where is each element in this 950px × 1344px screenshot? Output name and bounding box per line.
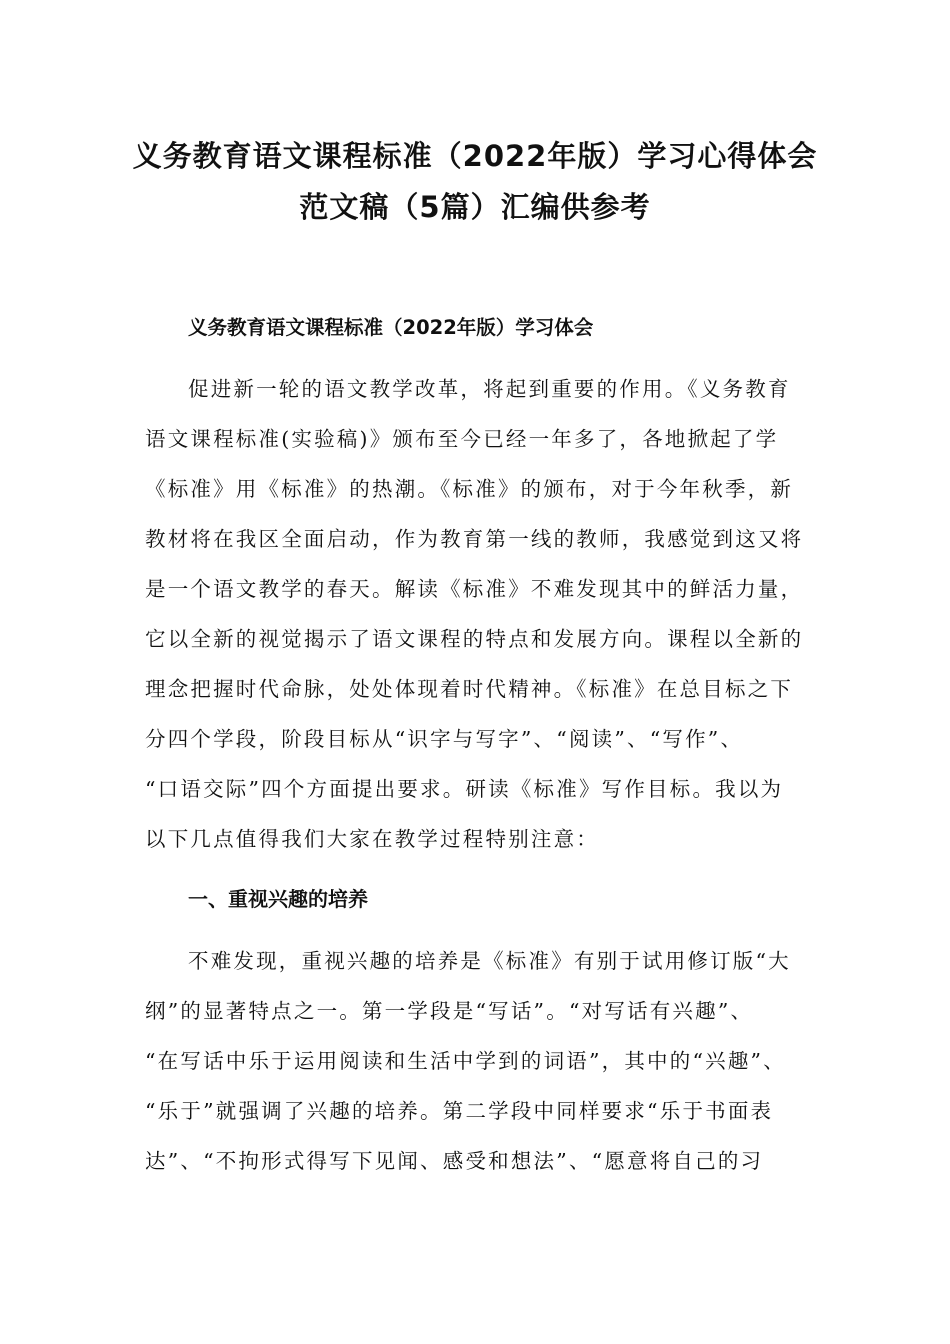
paragraph-1-line: 它以全新的视觉揭示了语文课程的特点和发展方向。课程以全新的 [145,627,804,651]
paragraph-1-line: 以下几点值得我们大家在教学过程特别注意： [145,827,599,851]
paragraph-1-line: 语文课程标准(实验稿)》颁布至今已经一年多了，各地掀起了学 [145,427,779,451]
paragraph-1-line: 教材将在我区全面启动，作为教育第一线的教师，我感觉到这又将 [145,527,804,551]
paragraph-2-line: “在写话中乐于运用阅读和生活中学到的词语”，其中的“兴趣”、 [145,1049,786,1073]
document-title-line-2: 范文稿（5篇）汇编供参考 [299,190,651,224]
paragraph-1-line: 分四个学段，阶段目标从“识字与写字”、“阅读”、“写作”、 [145,727,744,751]
paragraph-2-line: 不难发现，重视兴趣的培养是《标准》有别于试用修订版“大 [188,949,791,973]
paragraph-1-line: 《标准》用《标准》的热潮。《标准》的颁布，对于今年秋季，新 [145,477,794,501]
section-heading-interest: 一、重视兴趣的培养 [188,887,368,911]
paragraph-2-line: 达”、“不拘形式得写下见闻、感受和想法”、“愿意将自己的习 [145,1149,764,1173]
document-title-line-1: 义务教育语文课程标准（2022年版）学习心得体会 [132,139,818,173]
article-subtitle: 义务教育语文课程标准（2022年版）学习体会 [188,316,594,339]
paragraph-1-line: 理念把握时代命脉，处处体现着时代精神。《标准》在总目标之下 [145,677,794,701]
paragraph-2-line: 纲”的显著特点之一。第一学段是“写话”。“对写话有兴趣”、 [145,999,754,1023]
paragraph-1-line: “口语交际”四个方面提出要求。研读《标准》写作目标。我以为 [145,777,784,801]
paragraph-2-line: “乐于”就强调了兴趣的培养。第二学段中同样要求“乐于书面表 [145,1099,774,1123]
paragraph-1-line: 促进新一轮的语文教学改革，将起到重要的作用。《义务教育 [188,377,791,401]
paragraph-1-line: 是一个语文教学的春天。解读《标准》不难发现其中的鲜活力量， [145,577,804,601]
